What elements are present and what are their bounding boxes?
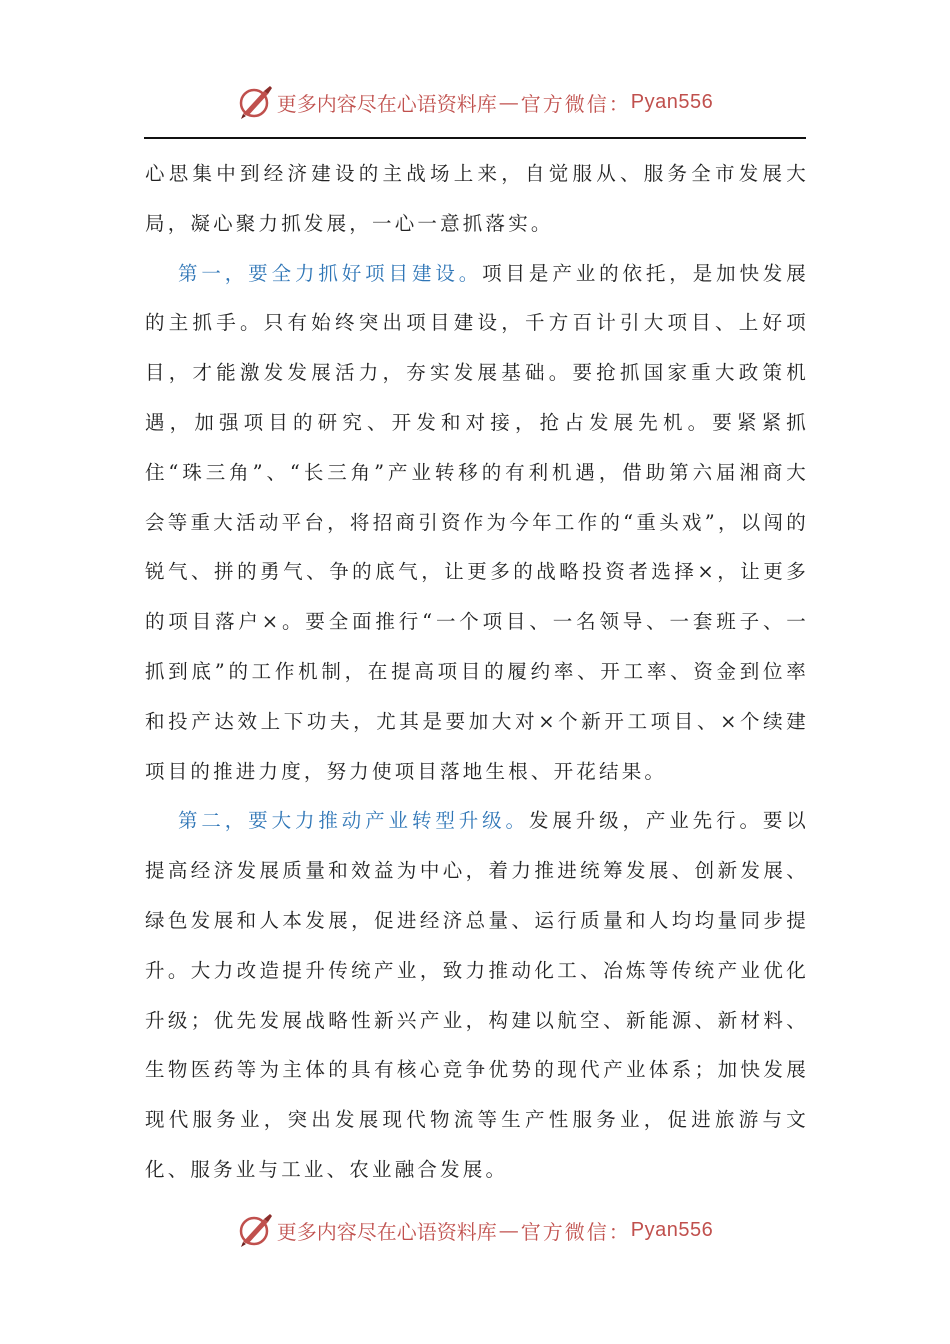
header-divider: [144, 137, 806, 139]
header-wechat-label: 官方微信：: [520, 91, 631, 116]
footer-wechat-id: Pyan556: [630, 1218, 714, 1241]
footer-dash: —: [498, 1218, 519, 1242]
paragraph-industry-upgrade: [145, 796, 809, 1194]
document-body: [145, 149, 809, 1195]
footer-wechat-label: 官方微信：: [520, 1219, 631, 1244]
header-brand: 更多内容尽在心语资料库: [276, 91, 497, 116]
header-dash: —: [498, 90, 519, 114]
pen-logo-icon: [237, 84, 273, 120]
text-industry-upgrade: 发展升级，产业先行。要以提高经济发展质量和效益为中心，着力推进统筹发展、创新发展、绿色发展和人本发展，促进经济总量、运行质量和人均均量同步提升。大力改造提升传统产业，致力推动化工、冶炼等传统产业优化升级；优先发展战略性新兴产业，构建以航空、新能源、新材料、生物医药等为主体的具有核心竞争优势的现代产业体系；加快发展现代服务业，突出发展现代物流等生产性服务业，促进旅游与文化、服务业与工业、农业融合发展。: [145, 809, 809, 1181]
heading-project-construction: 第一，要全力抓好项目建设。: [178, 261, 483, 285]
header-banner: [0, 84, 950, 120]
footer-banner: [0, 1212, 950, 1248]
pen-logo-icon: [237, 1212, 273, 1248]
heading-industry-upgrade: 第二，要大力推动产业转型升级。: [178, 809, 529, 833]
paragraph-intro: 心思集中到经济建设的主战场上来，自觉服从、服务全市发展大局，凝心聚力抓发展，一心一意抓落实。: [145, 162, 809, 235]
header-wechat-id: Pyan556: [630, 90, 714, 113]
text-project-construction: 项目是产业的依托，是加快发展的主抓手。只有始终突出项目建设，千方百计引大项目、上好项目，才能激发发展活力，夯实发展基础。要抢抓国家重大政策机遇，加强项目的研究、开发和对接，抢占发展先机。要紧紧抓住“珠三角”、“长三角”产业转移的有利机遇，借助第六届湘商大会等重大活动平台，将招商引资作为今年工作的“重头戏”，以闯的锐气、拼的勇气、争的底气，让更多的战略投资者选择×，让更多的项目落户×。要全面推行“一个项目、一名领导、一套班子、一抓到底”的工作机制，在提高项目的履约率、开工率、资金到位率和投产达效上下功夫，尤其是要加大对×个新开工项目、×个续建项目的推进力度，努力使项目落地生根、开花结果。: [145, 261, 809, 783]
paragraph-project-construction: [145, 249, 809, 797]
footer-brand: 更多内容尽在心语资料库: [276, 1219, 497, 1244]
